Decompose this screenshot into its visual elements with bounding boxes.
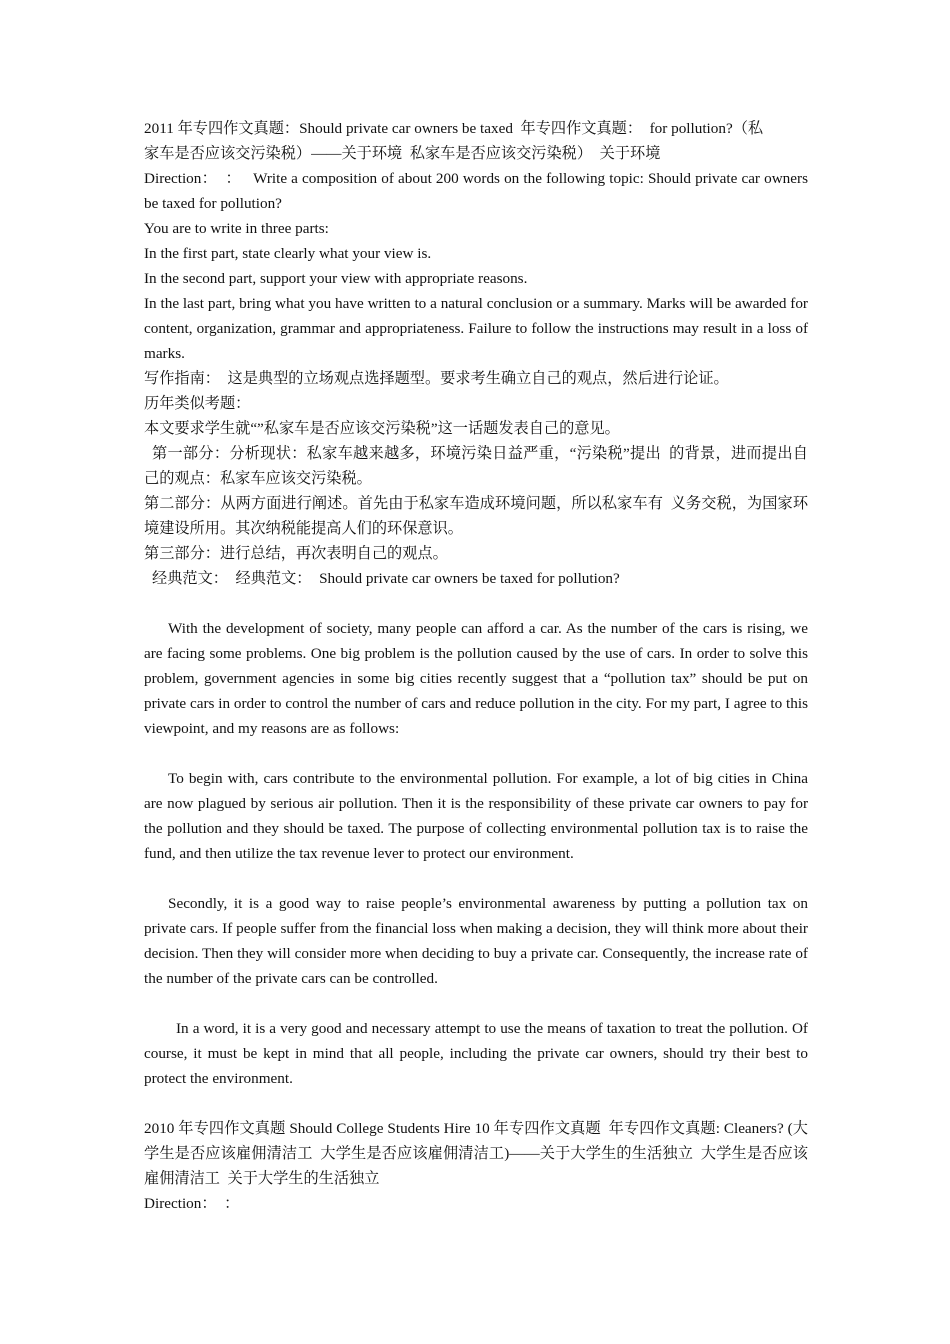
section1-title-line1: 2011 年专四作文真题：Should private car owners be taxed 年专四作文真题： for pollution?（私 — [144, 120, 764, 137]
model-essay-heading: 经典范文： 经典范文： Should private car owners be taxed for pollution? — [152, 570, 620, 587]
instruction-line: In the first part, state clearly what your view is. — [144, 245, 432, 262]
spacer — [144, 1091, 808, 1116]
guide-part2: 第二部分：从两方面进行阐述。首先由于私家车造成环境问题，所以私家车有 义务交税，为国家环境建设所用。其次纳税能提高人们的环保意识。 — [144, 495, 808, 537]
spacer — [144, 591, 808, 616]
section1-direction: Direction： ： Write a composition of about 200 words on the following topic: Should private car owners be taxed for pollution? — [144, 170, 812, 212]
document-page — [144, 116, 812, 1216]
section1-title-line2: 家车是否应该交污染税）——关于环境 私家车是否应该交污染税） 关于环境 — [144, 145, 661, 162]
essay-paragraph: Secondly, it is a good way to raise people’s environmental awareness by putting a pollution tax on private cars. If people suffer from the financial loss when making a decision, they will think more about their decision. Then they will consider more when deciding to buy a private car. Consequently, the increase rate of the number of the private cars can be controlled. — [144, 895, 812, 987]
essay-paragraph: With the development of society, many people can afford a car. As the number of the cars is rising, we are facing some problems. One big problem is the pollution caused by the use of cars. In order to solve this problem, government agencies in some big cities recently suggest that a “pollution tax” should be put on private cars in order to control the number of cars and reduce pollution in the city. For my part, I agree to this viewpoint, and my reasons are as follows: — [144, 620, 812, 737]
essay-paragraph: In a word, it is a very good and necessary attempt to use the means of taxation to treat the pollution. Of course, it must be kept in mind that all people, including the private car owners, should try their best to protect the environment. — [144, 1020, 812, 1087]
instruction-line: In the second part, support your view with appropriate reasons. — [144, 270, 528, 287]
spacer — [144, 741, 808, 766]
requirement-text: 本文要求学生就“”私家车是否应该交污染税”这一话题发表自己的意见。 — [144, 420, 620, 437]
instruction-line: You are to write in three parts: — [144, 220, 329, 237]
section2-direction: Direction： ： — [144, 1195, 240, 1212]
spacer — [144, 991, 808, 1016]
similar-topics-heading: 历年类似考题： — [144, 395, 251, 412]
spacer — [144, 866, 808, 891]
guide-part1: 第一部分：分析现状：私家车越来越多，环境污染日益严重，“污染税”提出 的背景，进而提出自己的观点：私家车应该交污染税。 — [144, 445, 808, 487]
writing-guide: 写作指南： 这是典型的立场观点选择题型。要求考生确立自己的观点，然后进行论证。 — [144, 370, 729, 387]
guide-part3: 第三部分：进行总结，再次表明自己的观点。 — [144, 545, 448, 562]
instruction-paragraph: In the last part, bring what you have written to a natural conclusion or a summary. Marks will be awarded for content, organization, grammar and appropriateness. Failure to follow the instructions may result in a loss of marks. — [144, 295, 812, 362]
essay-paragraph: To begin with, cars contribute to the environmental pollution. For example, a lot of big cities in China are now plagued by serious air pollution. Then it is the responsibility of these private car owners to pay for the pollution and they should be taxed. The purpose of collecting environmental pollution tax is to raise the fund, and then utilize the tax revenue lever to protect our environment. — [144, 770, 812, 862]
section2-title: 2010 年专四作文真题 Should College Students Hire 10 年专四作文真题 年专四作文真题: Cleaners? (大学生是否应该雇佣清洁工 大学生是否应该雇佣清洁工)——关于大学生的生活独立 大学生是否应该雇佣清洁工 关于大学生的生活独立 — [144, 1120, 808, 1187]
